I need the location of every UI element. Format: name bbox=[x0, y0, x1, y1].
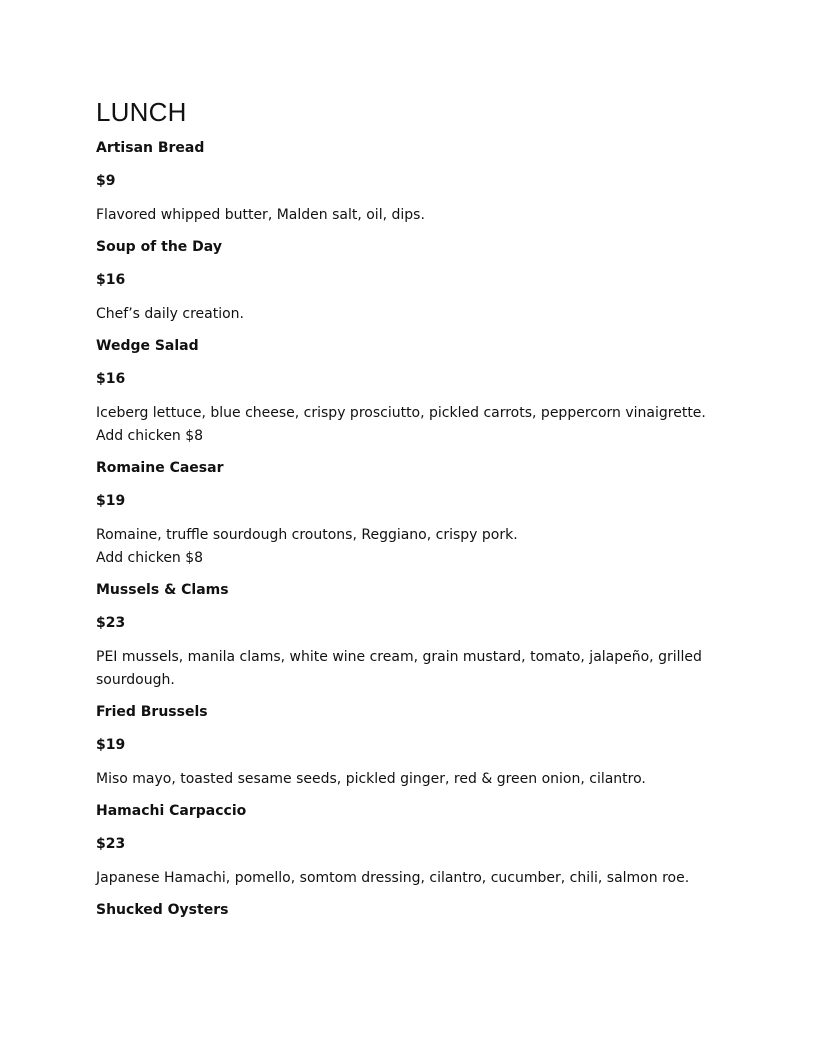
item-name: Mussels & Clams bbox=[96, 582, 229, 598]
item-description bbox=[96, 402, 720, 448]
menu-item-hamachi-carpaccio bbox=[96, 801, 720, 890]
item-name: Romaine Caesar bbox=[96, 460, 224, 476]
menu-item-wedge-salad bbox=[96, 336, 720, 448]
description-line: sourdough. bbox=[96, 672, 175, 688]
item-description bbox=[96, 646, 720, 692]
add-on-line: Add chicken $8 bbox=[96, 428, 204, 444]
menu-item-soup-of-the-day bbox=[96, 237, 720, 326]
item-name: Shucked Oysters bbox=[96, 902, 229, 918]
menu-item-romaine-caesar bbox=[96, 458, 720, 570]
item-name: Soup of the Day bbox=[96, 239, 222, 255]
menu-item-artisan-bread bbox=[96, 138, 720, 227]
description-line: Miso mayo, toasted sesame seeds, pickled ginger, red & green onion, cilantro. bbox=[96, 771, 646, 787]
item-description bbox=[96, 768, 720, 791]
item-name: Artisan Bread bbox=[96, 140, 205, 156]
item-description bbox=[96, 303, 720, 326]
item-price: $16 bbox=[96, 371, 126, 387]
description-line: Romaine, truffle sourdough croutons, Reggiano, crispy pork. bbox=[96, 527, 518, 543]
item-name: Hamachi Carpaccio bbox=[96, 803, 247, 819]
menu-page bbox=[96, 96, 720, 933]
menu-item-fried-brussels bbox=[96, 702, 720, 791]
item-price: $23 bbox=[96, 836, 126, 852]
item-name: Fried Brussels bbox=[96, 704, 208, 720]
description-line: Japanese Hamachi, pomello, somtom dressing, cilantro, cucumber, chili, salmon roe. bbox=[96, 870, 690, 886]
description-line: Chef’s daily creation. bbox=[96, 306, 244, 322]
item-price: $23 bbox=[96, 615, 126, 631]
item-price: $9 bbox=[96, 173, 116, 189]
add-on-line: Add chicken $8 bbox=[96, 550, 204, 566]
description-line: Flavored whipped butter, Malden salt, oil, dips. bbox=[96, 207, 425, 223]
item-description bbox=[96, 867, 720, 890]
item-price: $19 bbox=[96, 737, 126, 753]
item-description bbox=[96, 524, 720, 570]
menu-item-mussels-and-clams bbox=[96, 580, 720, 692]
description-line: Iceberg lettuce, blue cheese, crispy prosciutto, pickled carrots, peppercorn vinaigrette. bbox=[96, 405, 706, 421]
item-name: Wedge Salad bbox=[96, 338, 199, 354]
item-price: $16 bbox=[96, 272, 126, 288]
description-line: PEI mussels, manila clams, white wine cream, grain mustard, tomato, jalapeño, grilled bbox=[96, 649, 702, 665]
item-price: $19 bbox=[96, 493, 126, 509]
item-description bbox=[96, 204, 720, 227]
menu-item-shucked-oysters bbox=[96, 900, 720, 920]
menu-title: LUNCH bbox=[96, 97, 187, 127]
